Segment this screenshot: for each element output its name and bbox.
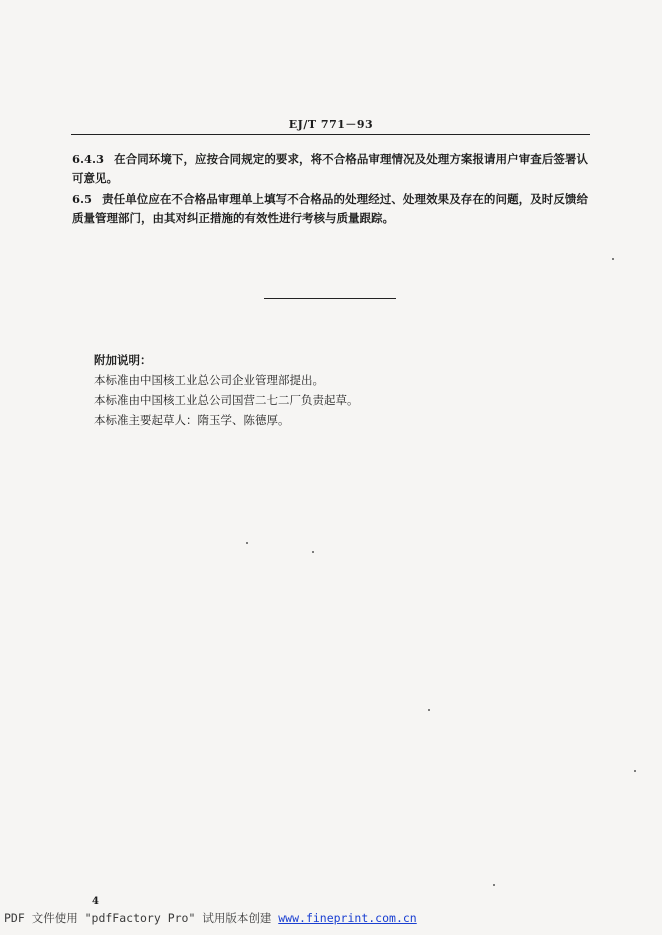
clause-6-4-3 [72, 150, 588, 188]
scan-speck [612, 258, 614, 260]
notes-line: 本标准主要起草人：隋玉学、陈德厚。 [94, 413, 290, 427]
footer-text: PDF 文件使用 "pdfFactory Pro" 试用版本创建 [4, 911, 279, 925]
clause-text: 责任单位应在不合格品审理单上填写不合格品的处理经过、处理效果及存在的问题，及时反馈给质量管理部门，由其对纠正措施的有效性进行考核与质量跟踪。 [72, 192, 588, 225]
clause-number: 6.4.3 [72, 152, 105, 166]
scan-speck [493, 884, 495, 886]
scan-speck [312, 551, 314, 553]
header-rule [71, 134, 590, 135]
scan-speck [246, 542, 248, 544]
clause-6-5 [72, 190, 588, 228]
standard-code-header: EJ/T 771－93 [288, 118, 374, 131]
pdf-creator-footer [4, 910, 417, 926]
clause-number: 6.5 [72, 192, 93, 206]
notes-line: 本标准由中国核工业总公司国营二七二厂负责起草。 [94, 393, 359, 407]
notes-title: 附加说明： [94, 353, 152, 367]
page-number: 4 [92, 896, 99, 907]
scan-speck [634, 770, 636, 772]
notes-line: 本标准由中国核工业总公司企业管理部提出。 [94, 373, 324, 387]
clause-text: 在合同环境下，应按合同规定的要求，将不合格品审理情况及处理方案报请用户审查后签署认可意见。 [72, 152, 588, 185]
additional-notes [94, 350, 574, 430]
end-of-text-rule [264, 298, 396, 299]
fineprint-link[interactable]: www.fineprint.com.cn [278, 911, 417, 925]
scan-speck [428, 709, 430, 711]
